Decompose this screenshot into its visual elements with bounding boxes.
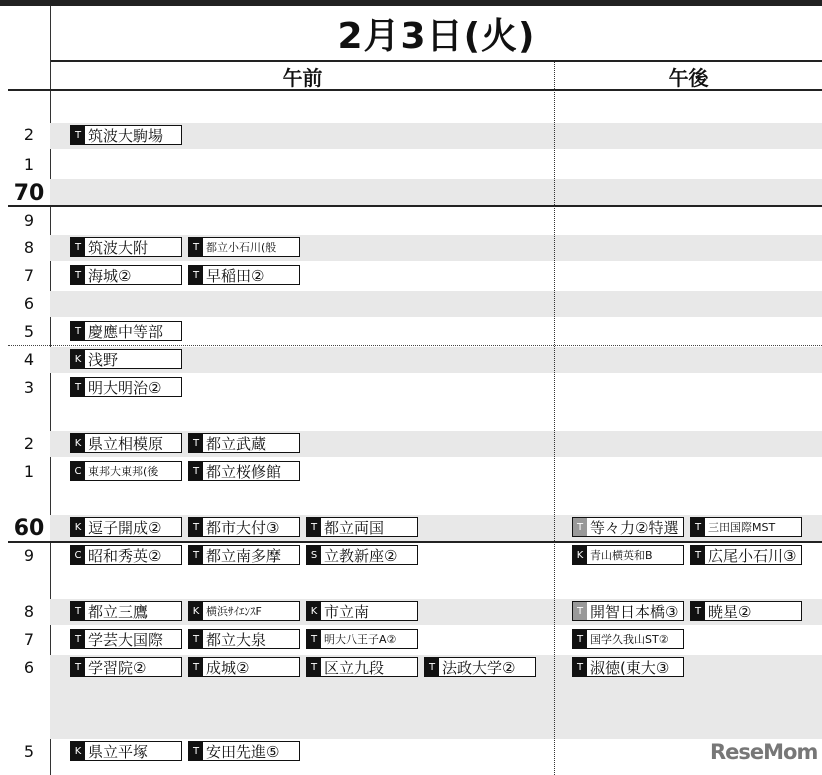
school-type-badge: K xyxy=(307,602,321,620)
school-entry xyxy=(306,517,418,537)
pm-header: 午後 xyxy=(668,65,709,90)
school-name: 開智日本橋③ xyxy=(590,602,679,621)
row-stripe xyxy=(50,179,822,205)
band-divider-70 xyxy=(8,205,822,207)
am-header: 午前 xyxy=(282,65,323,90)
school-entry xyxy=(188,629,300,649)
school-type-badge: T xyxy=(573,658,587,676)
school-entry xyxy=(70,125,182,145)
am-pm-divider xyxy=(554,62,555,775)
school-entry xyxy=(690,545,802,565)
school-entry xyxy=(70,657,182,677)
school-type-badge: T xyxy=(189,742,203,760)
school-name: 東邦大東邦(後 xyxy=(88,465,159,478)
school-entry xyxy=(572,601,684,621)
school-name: 都市大付③ xyxy=(206,518,280,537)
school-name: 市立南 xyxy=(324,602,370,621)
school-type-badge: T xyxy=(189,546,203,564)
school-name: 都立両国 xyxy=(324,518,385,537)
school-entry xyxy=(306,601,418,621)
school-type-badge: T xyxy=(573,630,587,648)
school-name: 都立大泉 xyxy=(206,630,267,649)
score-label: 6 xyxy=(23,658,35,677)
school-name: 浅野 xyxy=(88,350,119,369)
school-type-badge: T xyxy=(71,658,85,676)
school-name: 学習院② xyxy=(88,658,147,677)
school-name: 都立三鷹 xyxy=(88,602,149,621)
school-entry xyxy=(70,321,182,341)
school-name: 法政大学② xyxy=(442,658,516,677)
school-name: 立教新座② xyxy=(324,546,398,565)
school-type-badge: T xyxy=(189,630,203,648)
score-label: 7 xyxy=(23,266,35,285)
school-type-badge: K xyxy=(71,434,85,452)
school-type-badge: T xyxy=(71,126,85,144)
school-entry xyxy=(70,461,182,481)
school-name: 国学久我山ST② xyxy=(590,633,669,646)
school-entry xyxy=(70,517,182,537)
school-name: 横浜ｻｲｴﾝｽF xyxy=(206,605,262,618)
school-type-badge: T xyxy=(691,546,705,564)
school-name: 都立小石川(般 xyxy=(206,241,277,254)
score-label: 7 xyxy=(23,630,35,649)
school-type-badge: T xyxy=(189,266,203,284)
school-entry xyxy=(70,629,182,649)
score-label: 60 xyxy=(13,516,45,541)
school-entry xyxy=(188,741,300,761)
school-type-badge: C xyxy=(71,546,85,564)
school-entry xyxy=(306,629,418,649)
school-entry xyxy=(572,629,684,649)
school-name: 県立相模原 xyxy=(88,434,164,453)
page-title: 2月3日(火) xyxy=(337,15,536,57)
school-entry xyxy=(70,237,182,257)
school-entry xyxy=(70,741,182,761)
school-type-badge: T xyxy=(307,658,321,676)
school-type-badge: K xyxy=(189,602,203,620)
school-type-badge: T xyxy=(71,378,85,396)
school-name: 早稲田② xyxy=(206,266,265,285)
school-type-badge: T xyxy=(189,462,203,480)
header-bottom-border xyxy=(8,89,822,91)
school-entry xyxy=(306,657,418,677)
school-type-badge: T xyxy=(71,322,85,340)
school-name: 都立桜修館 xyxy=(206,462,282,481)
school-type-badge: T xyxy=(71,238,85,256)
school-name: 淑徳(東大③ xyxy=(590,658,670,677)
score-label: 3 xyxy=(23,378,35,397)
school-type-badge: C xyxy=(71,462,85,480)
school-type-badge: K xyxy=(573,546,587,564)
school-name: 筑波大駒場 xyxy=(88,126,164,145)
school-type-badge: K xyxy=(71,742,85,760)
school-name: 筑波大附 xyxy=(88,238,149,257)
score-label: 8 xyxy=(23,602,35,621)
school-entry xyxy=(70,545,182,565)
school-name: 海城② xyxy=(88,266,132,285)
school-name: 暁星② xyxy=(708,602,752,621)
school-name: 昭和秀英② xyxy=(88,546,162,565)
resemom-logo: ReseMom xyxy=(710,740,818,764)
school-entry xyxy=(70,433,182,453)
school-name: 都立武蔵 xyxy=(206,434,267,453)
school-name: 等々力②特選 xyxy=(590,518,679,537)
school-name: 青山横英和B xyxy=(590,549,653,562)
school-entry xyxy=(188,545,300,565)
school-type-badge: T xyxy=(71,602,85,620)
score-label: 5 xyxy=(23,742,35,761)
school-type-badge: T xyxy=(189,238,203,256)
school-entry xyxy=(70,377,182,397)
score-label: 9 xyxy=(23,546,35,565)
school-entry xyxy=(572,657,684,677)
school-name: 明大明治② xyxy=(88,378,162,397)
school-type-badge: T xyxy=(189,434,203,452)
school-entry xyxy=(572,545,684,565)
school-entry xyxy=(188,601,300,621)
school-name: 三田国際MST xyxy=(708,521,776,534)
school-entry xyxy=(188,265,300,285)
school-type-badge: T xyxy=(189,518,203,536)
school-type-badge: K xyxy=(71,350,85,368)
school-entry xyxy=(188,237,300,257)
school-name: 県立平塚 xyxy=(88,742,149,761)
school-type-badge: T xyxy=(425,658,439,676)
band-divider-dotted xyxy=(8,345,822,346)
score-label: 70 xyxy=(13,181,45,206)
school-type-badge: K xyxy=(71,518,85,536)
school-entry xyxy=(306,545,418,565)
score-label: 2 xyxy=(23,434,35,453)
school-type-badge: T xyxy=(573,518,587,536)
school-type-badge: T xyxy=(307,630,321,648)
school-entry xyxy=(188,657,300,677)
band-divider-60 xyxy=(8,541,822,543)
school-entry xyxy=(70,349,182,369)
school-entry xyxy=(188,461,300,481)
school-name: 学芸大国際 xyxy=(88,630,164,649)
school-entry xyxy=(70,601,182,621)
school-name: 都立南多摩 xyxy=(206,546,282,565)
score-label: 1 xyxy=(23,155,35,174)
school-type-badge: T xyxy=(71,266,85,284)
score-label: 8 xyxy=(23,238,35,257)
school-name: 安田先進⑤ xyxy=(206,742,280,761)
school-name: 逗子開成② xyxy=(88,518,162,537)
school-entry xyxy=(188,433,300,453)
score-label: 5 xyxy=(23,322,35,341)
school-name: 明大八王子A② xyxy=(324,633,397,646)
school-entry xyxy=(572,517,684,537)
school-type-badge: T xyxy=(307,518,321,536)
score-label: 9 xyxy=(23,211,35,230)
score-label: 4 xyxy=(23,350,35,369)
school-entry xyxy=(690,517,802,537)
school-type-badge: S xyxy=(307,546,321,564)
school-entry xyxy=(70,265,182,285)
school-name: 成城② xyxy=(206,658,250,677)
school-type-badge: T xyxy=(71,630,85,648)
school-type-badge: T xyxy=(189,658,203,676)
school-entry xyxy=(424,657,536,677)
school-type-badge: T xyxy=(691,518,705,536)
score-label: 2 xyxy=(23,125,35,144)
school-type-badge: T xyxy=(573,602,587,620)
school-entry xyxy=(690,601,802,621)
row-stripe xyxy=(50,291,822,317)
score-label: 1 xyxy=(23,462,35,481)
school-entry xyxy=(188,517,300,537)
school-name: 広尾小石川③ xyxy=(708,546,797,565)
school-name: 慶應中等部 xyxy=(88,322,164,341)
school-name: 区立九段 xyxy=(324,658,385,677)
school-type-badge: T xyxy=(691,602,705,620)
score-label: 6 xyxy=(23,294,35,313)
